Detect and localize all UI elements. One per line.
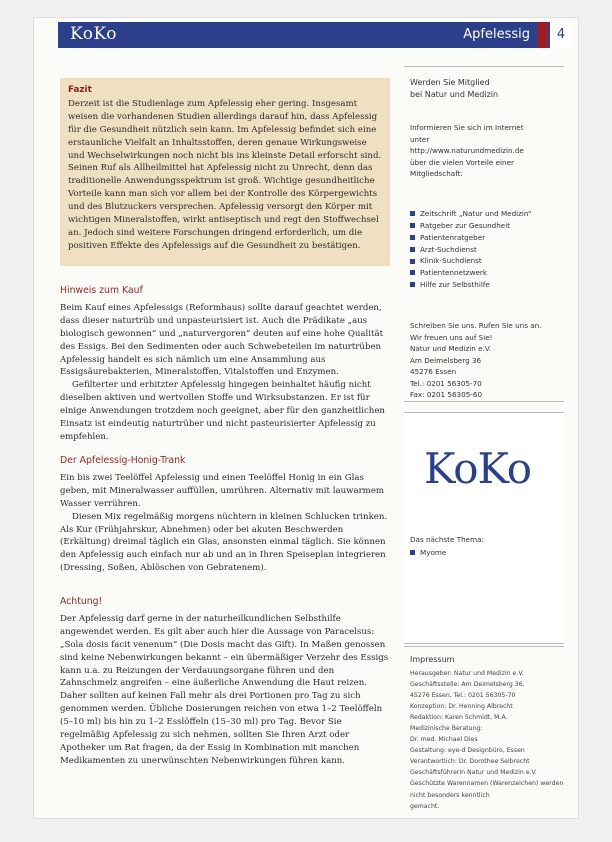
impressum-heading: Impressum <box>410 655 455 664</box>
membership-box <box>404 66 564 402</box>
square-bullet-icon <box>410 235 415 240</box>
square-bullet-icon <box>410 282 415 287</box>
website-link[interactable]: http://www.naturundmedizin.de <box>410 146 524 155</box>
square-bullet-icon <box>410 270 415 275</box>
membership-info: Informieren Sie sich im Internet unter http://www.naturundmedizin.de über die vielen Vorteile einer Mitgliedschaft: <box>410 122 560 180</box>
square-bullet-icon <box>410 211 415 216</box>
next-topic: Myome <box>410 547 446 559</box>
body-paragraph: Diesen Mix regelmäßig morgens nüchtern in kleinen Schlucken trinken. Als Kur (Frühjahrskur, Abnehmen) oder bei akuten Beschwerden (Erkältung) dreimal täglich ein Glas, ansonsten einmal täglich. Sie können den Apfelessig auch einfach nur ab und an in Ihren Speiseplan integrieren (Dressing, Soßen, Ablöschen von Gebratenem). <box>60 511 388 574</box>
section-hinweis <box>60 285 390 444</box>
section-heading: Der Apfelessig-Honig-Trank <box>60 455 186 466</box>
membership-heading: Werden Sie Mitglied bei Natur und Medizin <box>410 78 499 99</box>
list-item: Klinik-Suchdienst <box>410 255 532 267</box>
list-item: Arzt-Suchdienst <box>410 243 532 255</box>
impressum-box <box>404 646 564 810</box>
fazit-paragraph: Derzeit ist die Studienlage zum Apfelessig eher gering. Insgesamt weisen die vorhandenen Studien allerdings darauf hin, dass Apfelessig für die Gesundheit nützlich sein kann. Im Apfelessig befindet sich eine erstaunliche Vielfalt an Inhaltsstoffen, deren genaue Wirkungsweise und Wechselwirkungen noch nicht bis ins kleinste Detail erforscht sind. <box>68 98 382 161</box>
next-topic-label: Das nächste Thema: <box>410 535 484 544</box>
section-achtung <box>60 596 390 768</box>
section-title: Apfelessig <box>463 27 530 42</box>
list-item: Ratgeber zur Gesundheit <box>410 220 532 232</box>
body-paragraph: Ein bis zwei Teelöffel Apfelessig und einen Teelöffel Honig in ein Glas geben, mit Mineralwasser auffüllen, umrühren. Alternativ mit lauwarmem Wasser verrühren. <box>60 472 385 509</box>
koko-box <box>404 412 564 644</box>
list-item: Zeitschrift „Natur und Medizin“ <box>410 208 532 220</box>
benefits-list <box>410 208 532 291</box>
square-bullet-icon <box>410 259 415 264</box>
section-heading: Achtung! <box>60 596 103 607</box>
fazit-paragraph: Seinen Ruf als Allheilmittel hat Apfelessig nicht zu Unrecht, denn das traditionelle Anwendungsspektrum ist groß. Wichtige gesundheitliche Vorteile kann man sich vor allem bei der Kontrolle des Körpergewichts und des Blutzuckers versprechen. Apfelessig versorgt den Körper mit wichtigen Mineralstoffen, wirkt antiseptisch und regt den Stoffwechsel an. Jedoch sind weitere Forschungen dringend erforderlich, um die positiven Effekte des Apfelessigs auf die Gesundheit zu bestätigen. <box>68 163 379 251</box>
square-bullet-icon <box>410 247 415 252</box>
page-number: 4 <box>550 22 572 48</box>
fax-number: Fax: 0201 56305-60 <box>410 390 483 399</box>
list-item: Patientenratgeber <box>410 232 532 244</box>
contact-block: Schreiben Sie uns. Rufen Sie uns an. Wir freuen uns auf Sie! Natur und Medizin e.V. Am Deimelsberg 36 45276 Essen Tel.: 0201 56305-70 Fax: 0201 56305-60 <box>410 320 560 401</box>
body-paragraph: Gefilterter und erhitzter Apfelessig hingegen beinhaltet häufig nicht dieselben aktiven und wertvollen Stoffe und Wirksubstanzen. Er ist für einige Anwendungen trotzdem noch geeignet, aber für den ganzheitlichen Einsatz ist eindeutig naturtrüber und nicht pasteurisierter Apfelessig zu empfehlen. <box>60 380 385 442</box>
section-heading: Hinweis zum Kauf <box>60 285 143 296</box>
fazit-box <box>60 78 390 266</box>
square-bullet-icon <box>410 223 415 228</box>
body-paragraph: Beim Kauf eines Apfelessigs (Reformhaus) sollte darauf geachtet werden, dass dieser naturtrüb und unpasteurisiert ist. Auch die Prädikate „aus biologisch gewonnen“ und „naturvergoren“ deuten auf eine hohe Qualität des Essigs. Bei den Sedimenten oder auch Schwebeteilen im naturtrüben Apfelessig handelt es sich nämlich um eine Ansammlung aus Essigsäurebakterien, Mineralstoffen, Vitalstoffen und Enzymen. <box>60 302 384 378</box>
phone-number: Tel.: 0201 56305-70 <box>410 378 482 388</box>
koko-logo: KoKo <box>424 444 532 493</box>
fazit-heading: Fazit <box>68 85 92 95</box>
page-header <box>58 22 572 48</box>
impressum-text: Herausgeber: Natur und Medizin e.V. Geschäftsstelle: Am Deimelsberg 36, 45276 Essen, Tel.: 0201 56305-70 Konzeption: Dr. Henning Albrecht Redaktion: Karen Schmidt, M.A. Medizinische Beratung: Dr. med. Michael Dies Gestaltung: eye-d Designbüro, Essen Verantwortlich: Dr. Dorothee Selbrecht Geschäftsführerin Natur und Medizin e.V. Geschützte Warennamen (Warenzeichen) werden nicht besonders kenntlich gemacht. <box>410 669 564 810</box>
list-item: Hilfe zur Selbsthilfe <box>410 279 532 291</box>
body-paragraph: Der Apfelessig darf gerne in der naturheilkundlichen Selbsthilfe angewendet werden. Es gilt aber auch hier die Aussage von Paracelsus: „Sola dosis facit venenum“ (Die Dosis macht das Gift). In Maßen genossen sind keine Nebenwirkungen bekannt – ein übermäßiger Verzehr des Essigs kann u.a. zu Reizungen der Verdauungsorgane führen und den Zahnschmelz angreifen – eine äußerliche Anwendung die Haut reizen. Daher sollten auf keinen Fall mehr als drei Portionen pro Tag zu sich genommen werden. Übliche Dosierungen reichen von etwa 1–2 Teelöffeln (5–10 ml) bis hin zu 1–2 Esslöffeln (15–30 ml) pro Tag. Bevor Sie regelmäßig Apfelessig zu sich nehmen, sollten Sie Ihren Arzt oder Apotheker um Rat fragen, da der Essig in Kombination mit manchen Medikamenten zu unerwünschten Nebenwirkungen führen kann. <box>60 613 389 766</box>
list-item: Patientennetzwerk <box>410 267 532 279</box>
accent-marker <box>538 22 548 48</box>
brand-logo: KoKo <box>70 24 117 44</box>
section-trank <box>60 455 390 575</box>
square-bullet-icon <box>410 550 415 555</box>
